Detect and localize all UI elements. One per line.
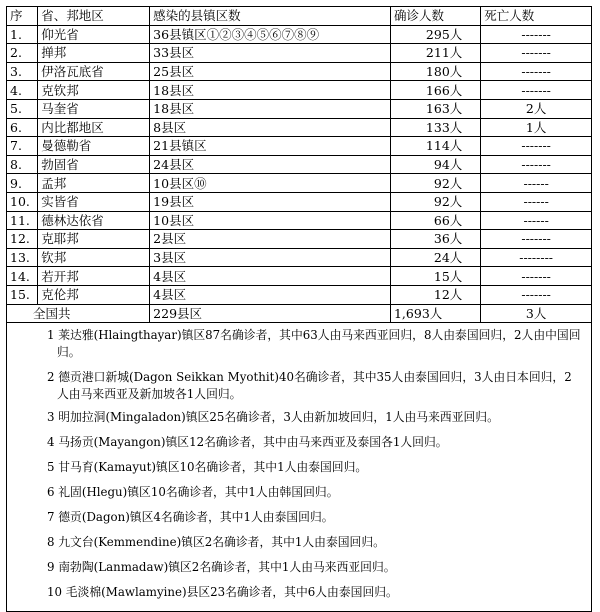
total-label: 全国共	[7, 304, 150, 323]
table-row	[7, 118, 591, 137]
row-deaths: -------	[481, 230, 591, 249]
total-deaths: 3人	[481, 304, 591, 323]
row-region: 曼德勒省	[38, 137, 150, 156]
row-no: 15.	[7, 285, 38, 304]
row-deaths: -------	[481, 137, 591, 156]
row-districts: 2县区	[150, 230, 391, 249]
row-region: 克耶邦	[38, 230, 150, 249]
footnote: 6 礼固(Hlegu)镇区10名确诊者，其中1人由韩国回归。	[47, 485, 339, 500]
row-deaths: -------	[481, 285, 591, 304]
row-confirmed: 66人	[390, 211, 480, 230]
row-no: 14.	[7, 267, 38, 286]
row-region: 克钦邦	[38, 81, 150, 100]
table-row	[7, 267, 591, 286]
row-deaths: ------	[481, 192, 591, 211]
table-row	[7, 155, 591, 174]
footnote: 2 德贡港口新城(Dagon Seikkan Myothit)40名确诊者，其中35人由泰国回归，3人由日本回归，2人由马来西亚及新加坡各1人回归。	[47, 370, 572, 402]
table-row	[7, 62, 591, 81]
footnote: 3 明加拉洞(Mingaladon)镇区25名确诊者，3人由新加坡回归，1人由马来西亚回归。	[47, 410, 499, 425]
row-no: 13.	[7, 248, 38, 267]
row-confirmed: 94人	[390, 155, 480, 174]
table-row	[7, 248, 591, 267]
row-no: 10.	[7, 192, 38, 211]
row-districts: 18县区	[150, 81, 391, 100]
row-districts: 4县区	[150, 285, 391, 304]
row-no: 2.	[7, 44, 38, 63]
row-districts: 19县区	[150, 192, 391, 211]
table-row	[7, 81, 591, 100]
row-deaths: -------	[481, 81, 591, 100]
row-deaths: 1人	[481, 118, 591, 137]
row-confirmed: 163人	[390, 99, 480, 118]
total-confirmed: 1,693人	[390, 304, 480, 323]
row-region: 孟邦	[38, 174, 150, 193]
row-confirmed: 92人	[390, 192, 480, 211]
row-region: 内比都地区	[38, 118, 150, 137]
row-deaths: --------	[481, 248, 591, 267]
row-confirmed: 15人	[390, 267, 480, 286]
table-row	[7, 230, 591, 249]
row-confirmed: 36人	[390, 230, 480, 249]
footnote: 4 马扬贡(Mayangon)镇区12名确诊者，其中由马来西亚及泰国各1人回归。	[47, 435, 448, 450]
row-region: 伊洛瓦底省	[38, 62, 150, 81]
row-districts: 4县区	[150, 267, 391, 286]
footnote: 1 莱达雅(Hlaingthayar)镇区87名确诊者，其中63人由马来西亚回归，8人由泰国回归，2人由中国回归。	[47, 328, 581, 360]
row-confirmed: 211人	[390, 44, 480, 63]
footnotes	[7, 323, 591, 611]
row-confirmed: 12人	[390, 285, 480, 304]
row-districts: 8县区	[150, 118, 391, 137]
footnote: 5 甘马育(Kamayut)镇区10名确诊者，其中1人由泰国回归。	[47, 460, 368, 475]
row-deaths: ------	[481, 211, 591, 230]
row-region: 仰光省	[38, 25, 150, 44]
row-no: 5.	[7, 99, 38, 118]
row-region: 德林达依省	[38, 211, 150, 230]
row-deaths: -------	[481, 155, 591, 174]
row-no: 6.	[7, 118, 38, 137]
row-confirmed: 114人	[390, 137, 480, 156]
table-row	[7, 285, 591, 304]
row-districts: 25县区	[150, 62, 391, 81]
row-no: 4.	[7, 81, 38, 100]
table-row	[7, 25, 591, 44]
row-no: 1.	[7, 25, 38, 44]
table-header-row	[7, 7, 591, 25]
row-no: 7.	[7, 137, 38, 156]
row-districts: 10县区⑩	[150, 174, 391, 193]
row-deaths: 2人	[481, 99, 591, 118]
footnote: 7 德贡(Dagon)镇区4名确诊者，其中1人由泰国回归。	[47, 510, 334, 525]
row-deaths: -------	[481, 44, 591, 63]
row-districts: 33县区	[150, 44, 391, 63]
row-no: 3.	[7, 62, 38, 81]
total-row	[7, 304, 591, 323]
cases-table	[7, 7, 591, 323]
row-districts: 3县区	[150, 248, 391, 267]
row-districts: 10县区	[150, 211, 391, 230]
row-confirmed: 295人	[390, 25, 480, 44]
row-deaths: ------	[481, 174, 591, 193]
row-districts: 36县镇区①②③④⑤⑥⑦⑧⑨	[150, 25, 391, 44]
header-deaths: 死亡人数	[481, 7, 591, 25]
table-row	[7, 99, 591, 118]
table-row	[7, 174, 591, 193]
header-districts: 感染的县镇区数	[150, 7, 391, 25]
footnote: 8 九文台(Kemmendine)镇区2名确诊者，其中1人由泰国回归。	[47, 535, 385, 550]
row-region: 马奎省	[38, 99, 150, 118]
row-region: 勃固省	[38, 155, 150, 174]
row-no: 9.	[7, 174, 38, 193]
statistics-document	[6, 6, 592, 612]
table-row	[7, 211, 591, 230]
row-deaths: -------	[481, 25, 591, 44]
row-districts: 24县区	[150, 155, 391, 174]
row-districts: 21县镇区	[150, 137, 391, 156]
row-districts: 18县区	[150, 99, 391, 118]
row-confirmed: 92人	[390, 174, 480, 193]
row-region: 实皆省	[38, 192, 150, 211]
header-no: 序	[7, 7, 38, 25]
row-deaths: -------	[481, 62, 591, 81]
table-row	[7, 44, 591, 63]
header-confirmed: 确诊人数	[390, 7, 480, 25]
footnote: 10 毛淡棉(Mawlamyine)县区23名确诊者，其中6人由泰国回归。	[47, 585, 398, 600]
total-districts: 229县区	[150, 304, 391, 323]
row-region: 克伦邦	[38, 285, 150, 304]
table-row	[7, 192, 591, 211]
row-region: 钦邦	[38, 248, 150, 267]
table-row	[7, 137, 591, 156]
row-no: 11.	[7, 211, 38, 230]
row-confirmed: 180人	[390, 62, 480, 81]
header-region: 省、邦地区	[38, 7, 150, 25]
row-confirmed: 166人	[390, 81, 480, 100]
row-confirmed: 133人	[390, 118, 480, 137]
row-no: 8.	[7, 155, 38, 174]
row-region: 若开邦	[38, 267, 150, 286]
row-deaths: -------	[481, 267, 591, 286]
row-no: 12.	[7, 230, 38, 249]
row-region: 掸邦	[38, 44, 150, 63]
footnote: 9 南勃陶(Lanmadaw)镇区2名确诊者，其中1人由马来西亚回归。	[47, 560, 396, 575]
row-confirmed: 24人	[390, 248, 480, 267]
